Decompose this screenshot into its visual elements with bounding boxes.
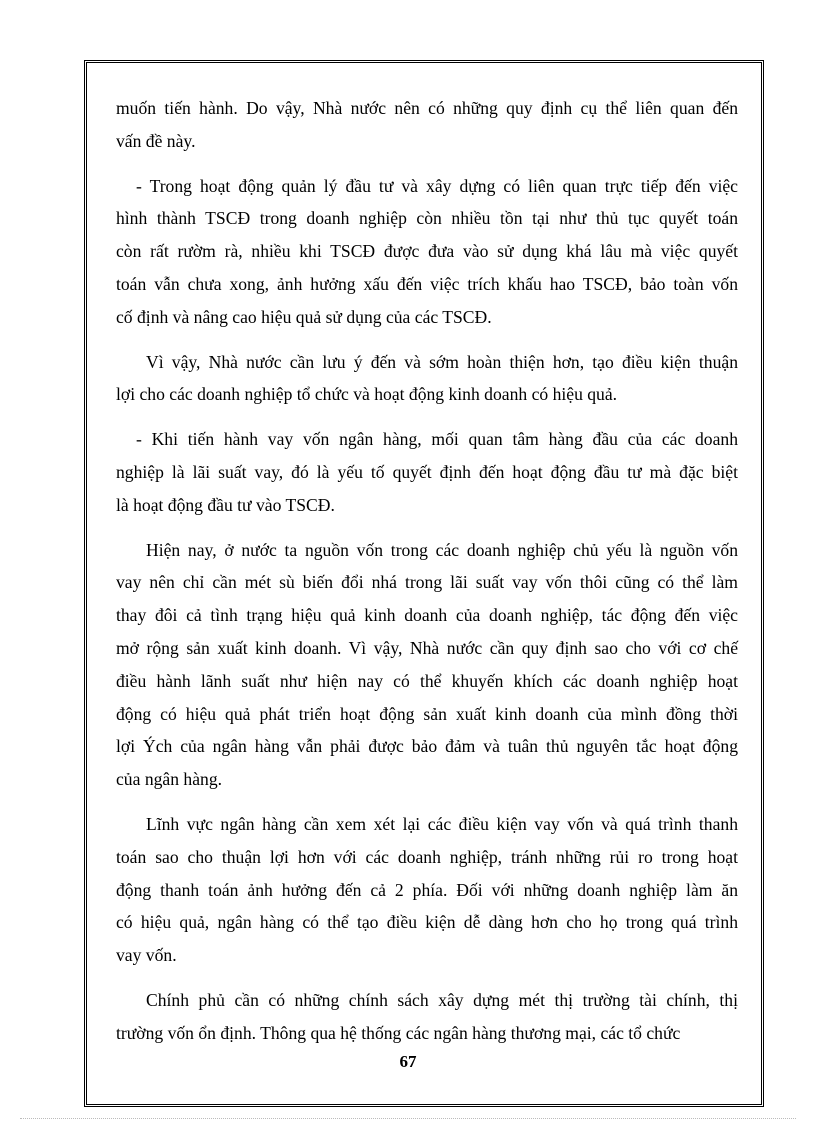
text-line: - Trong hoạt động quản lý đầu tư và xây dựng có liên quan trực tiếp đến việc: [136, 175, 738, 196]
paragraph: [116, 346, 738, 412]
text-line: động có hiệu quả phát triển hoạt động sản xuất kinh doanh của mình đồng thời: [116, 703, 738, 724]
text-line: Lĩnh vực ngân hàng cần xem xét lại các điều kiện vay vốn và quá trình thanh: [146, 813, 738, 834]
text-line: của ngân hàng.: [116, 769, 223, 790]
text-line: cố định và nâng cao hiệu quả sử dụng của các TSCĐ.: [116, 306, 492, 327]
paragraph: [116, 534, 738, 796]
page-number: 67: [399, 1052, 417, 1071]
text-line: động thanh toán ảnh hưởng đến cả 2 phía. Đối với những doanh nghiệp làm ăn: [116, 879, 738, 900]
text-line: vấn đề này.: [116, 130, 196, 151]
text-line: còn rất rườm rà, nhiều khi TSCĐ được đưa vào sử dụng khá lâu mà việc quyết: [116, 241, 738, 262]
page-separator: [20, 1118, 796, 1119]
text-line: thay đôi cả tình trạng hiệu quả kinh doanh của doanh nghiệp, tác động đến việc: [116, 605, 738, 626]
text-line: nghiệp là lãi suất vay, đó là yếu tố quyết định đến hoạt động đầu tư mà đặc biệt: [116, 461, 738, 482]
text-line: điều hành lãnh suất như hiện nay có thể khuyến khích các doanh nghiệp hoạt: [116, 670, 738, 691]
text-line: muốn tiến hành. Do vậy, Nhà nước nên có những quy định cụ thể liên quan đến: [116, 98, 738, 118]
text-line: - Khi tiến hành vay vốn ngân hàng, mối quan tâm hàng đầu của các doanh: [136, 429, 738, 450]
text-line: vay nên chỉ cần mét sù biến đổi nhá trong lãi suất vay vốn thôi cũng có thể làm: [116, 572, 738, 593]
text-line: mở rộng sản xuất kinh doanh. Vì vậy, Nhà nước cần quy định sao cho với cơ chế: [116, 637, 738, 658]
text-line: Chính phủ cần có những chính sách xây dựng mét thị trường tài chính, thị: [146, 989, 738, 1010]
text-line: Vì vậy, Nhà nước cần lưu ý đến và sớm hoàn thiện hơn, tạo điều kiện thuận: [146, 351, 738, 372]
text-line: toán vẫn chưa xong, ảnh hưởng xấu đến việc trích khấu hao TSCĐ, bảo toàn vốn: [116, 273, 738, 294]
text-line: Hiện nay, ở nước ta nguồn vốn trong các doanh nghiệp chủ yếu là nguồn vốn: [146, 539, 738, 560]
text-line: hình thành TSCĐ trong doanh nghiệp còn nhiều tồn tại như thủ tục quyết toán: [116, 208, 738, 229]
text-line: vay vốn.: [116, 945, 177, 966]
document-body: [116, 92, 738, 1062]
text-line: toán sao cho thuận lợi hơn với các doanh nghiệp, tránh những rủi ro trong hoạt: [116, 846, 738, 867]
paragraph: [116, 808, 738, 972]
text-line: trường vốn ổn định. Thông qua hệ thống các ngân hàng thương mại, các tổ chức: [116, 1022, 681, 1043]
paragraph: [116, 984, 738, 1050]
paragraph: [116, 170, 738, 334]
text-line: có hiệu quả, ngân hàng có thể tạo điều kiện dễ dàng hơn cho họ trong quá trình: [116, 912, 738, 933]
paragraph: [116, 92, 738, 158]
paragraph: [116, 423, 738, 521]
text-line: là hoạt động đầu tư vào TSCĐ.: [116, 494, 335, 515]
text-line: lợi cho các doanh nghiệp tổ chức và hoạt động kinh doanh có hiệu quả.: [116, 384, 618, 405]
text-line: lợi Ých của ngân hàng vẫn phải được bảo đảm và tuân thủ nguyên tắc hoạt động: [116, 736, 738, 757]
